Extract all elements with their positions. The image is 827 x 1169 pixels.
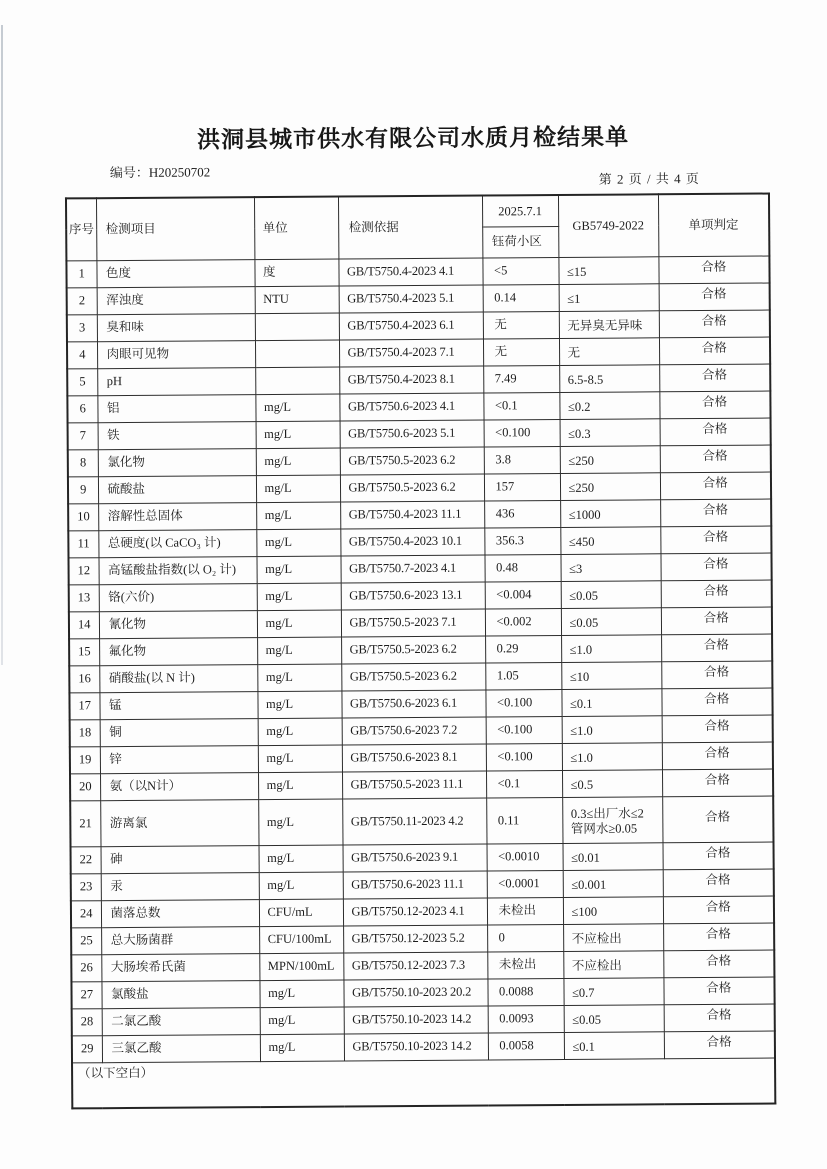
cell-no: 24 bbox=[71, 900, 101, 927]
cell-method: GB/T5750.4-2023 5.1 bbox=[339, 285, 483, 313]
cell-result: 436 bbox=[484, 500, 560, 528]
col-header-judgement: 单项判定 bbox=[658, 194, 769, 257]
cell-judgement: 合格 bbox=[659, 364, 770, 392]
cell-item: 肉眼可见物 bbox=[97, 340, 255, 368]
cell-result: 3.8 bbox=[484, 446, 560, 474]
col-header-item: 检测项目 bbox=[96, 197, 254, 260]
cell-unit: mg/L bbox=[259, 872, 343, 900]
cell-item: 氯化物 bbox=[98, 448, 256, 476]
cell-result: <0.0001 bbox=[487, 870, 563, 898]
cell-result: 1.05 bbox=[485, 662, 561, 690]
cell-item: 菌落总数 bbox=[101, 899, 259, 927]
cell-judgement: 合格 bbox=[663, 976, 774, 1004]
cell-item: 总硬度(以 CaCO₃ 计) bbox=[98, 529, 256, 557]
cell-method: GB/T5750.6-2023 5.1 bbox=[340, 420, 484, 448]
cell-result: 0.11 bbox=[486, 797, 562, 844]
cell-judgement: 合格 bbox=[659, 310, 770, 338]
cell-judgement: 合格 bbox=[662, 715, 773, 743]
cell-no: 12 bbox=[68, 557, 98, 584]
cell-judgement: 合格 bbox=[659, 391, 770, 419]
col-header-unit: 单位 bbox=[254, 197, 338, 260]
cell-method: GB/T5750.6-2023 6.1 bbox=[341, 690, 485, 718]
col-header-method: 检测依据 bbox=[338, 196, 482, 259]
cell-limit: ≤0.5 bbox=[562, 769, 662, 797]
cell-method: GB/T5750.5-2023 7.1 bbox=[341, 609, 485, 637]
cell-method: GB/T5750.11-2023 4.2 bbox=[342, 798, 486, 845]
cell-result: <0.004 bbox=[485, 581, 561, 609]
cell-limit: ≤0.2 bbox=[559, 391, 659, 419]
cell-unit: mg/L bbox=[258, 799, 342, 846]
cell-result: <0.1 bbox=[483, 392, 559, 420]
cell-no: 5 bbox=[67, 368, 97, 395]
cell-result: <0.100 bbox=[486, 716, 562, 744]
cell-no: 2 bbox=[67, 287, 97, 314]
cell-result: <0.100 bbox=[484, 419, 560, 447]
cell-unit: mg/L bbox=[255, 394, 339, 422]
cell-judgement: 合格 bbox=[662, 742, 773, 770]
cell-judgement: 合格 bbox=[659, 337, 770, 365]
cell-unit: mg/L bbox=[256, 448, 340, 476]
cell-limit: ≤10 bbox=[561, 661, 661, 689]
cell-method: GB/T5750.6-2023 9.1 bbox=[343, 844, 487, 872]
cell-unit: mg/L bbox=[259, 980, 343, 1008]
cell-limit: 0.3≤出厂水≤2 管网水≥0.05 bbox=[562, 796, 662, 843]
cell-limit: ≤1 bbox=[559, 283, 659, 311]
cell-method: GB/T5750.4-2023 8.1 bbox=[339, 366, 483, 394]
cell-item: 色度 bbox=[96, 259, 254, 287]
cell-limit: ≤0.3 bbox=[560, 418, 660, 446]
cell-unit: mg/L bbox=[259, 845, 343, 873]
cell-item: 铜 bbox=[100, 718, 258, 746]
cell-no: 16 bbox=[69, 665, 99, 692]
cell-judgement: 合格 bbox=[664, 1030, 775, 1058]
cell-method: GB/T5750.5-2023 11.1 bbox=[342, 771, 486, 799]
cell-method: GB/T5750.7-2023 4.1 bbox=[340, 555, 484, 583]
cell-item: 三氯乙酸 bbox=[102, 1034, 260, 1062]
cell-no: 6 bbox=[67, 395, 97, 422]
cell-item: 锰 bbox=[99, 691, 257, 719]
cell-no: 22 bbox=[71, 846, 101, 873]
cell-judgement: 合格 bbox=[663, 896, 774, 924]
cell-method: GB/T5750.10-2023 14.2 bbox=[344, 1033, 488, 1061]
cell-no: 4 bbox=[67, 341, 97, 368]
table-footer bbox=[72, 1057, 775, 1108]
cell-item: 溶解性总固体 bbox=[98, 502, 256, 530]
cell-judgement: 合格 bbox=[663, 869, 774, 897]
cell-no: 13 bbox=[69, 584, 99, 611]
cell-unit: 度 bbox=[254, 259, 338, 287]
cell-no: 27 bbox=[71, 981, 101, 1008]
table-row bbox=[70, 796, 773, 847]
cell-no: 19 bbox=[70, 746, 100, 773]
cell-limit: ≤0.05 bbox=[561, 580, 661, 608]
cell-limit: 不应检出 bbox=[563, 923, 663, 951]
cell-judgement: 合格 bbox=[658, 256, 769, 284]
cell-method: GB/T5750.6-2023 13.1 bbox=[341, 582, 485, 610]
cell-judgement: 合格 bbox=[661, 607, 772, 635]
cell-no: 17 bbox=[69, 692, 99, 719]
cell-limit: ≤1000 bbox=[560, 499, 660, 527]
cell-item: 氯酸盐 bbox=[101, 980, 259, 1008]
cell-no: 23 bbox=[71, 873, 101, 900]
cell-result: 0.14 bbox=[483, 284, 559, 312]
cell-unit: mg/L bbox=[257, 691, 341, 719]
page-title: 洪洞县城市供水有限公司水质月检结果单 bbox=[196, 124, 630, 153]
cell-unit: mg/L bbox=[256, 502, 340, 530]
cell-unit: CFU/100mL bbox=[259, 926, 343, 954]
cell-method: GB/T5750.4-2023 4.1 bbox=[338, 258, 482, 286]
cell-result: 未检出 bbox=[487, 951, 563, 979]
cell-limit: ≤250 bbox=[560, 445, 660, 473]
cell-unit: mg/L bbox=[257, 610, 341, 638]
cell-limit: ≤450 bbox=[560, 526, 660, 554]
cell-item: 游离氯 bbox=[100, 799, 258, 846]
cell-limit: ≤0.01 bbox=[562, 842, 662, 870]
cell-method: GB/T5750.10-2023 20.2 bbox=[343, 979, 487, 1007]
cell-item: 铁 bbox=[98, 421, 256, 449]
cell-no: 15 bbox=[69, 638, 99, 665]
cell-unit: mg/L bbox=[258, 745, 342, 773]
cell-unit: MPN/100mL bbox=[259, 953, 343, 981]
cell-no: 26 bbox=[71, 954, 101, 981]
cell-result: <0.0010 bbox=[486, 843, 562, 871]
cell-item: 锌 bbox=[100, 745, 258, 773]
cell-no: 1 bbox=[66, 260, 96, 287]
cell-method: GB/T5750.6-2023 7.2 bbox=[342, 717, 486, 745]
cell-no: 18 bbox=[70, 719, 100, 746]
cell-unit: mg/L bbox=[257, 637, 341, 665]
cell-no: 7 bbox=[68, 422, 98, 449]
cell-limit: ≤1.0 bbox=[561, 634, 661, 662]
cell-limit: 不应检出 bbox=[563, 950, 663, 978]
document-meta bbox=[0, 150, 827, 198]
col-header-standard: GB5749-2022 bbox=[558, 194, 658, 257]
cell-no: 9 bbox=[68, 476, 98, 503]
cell-method: GB/T5750.4-2023 6.1 bbox=[339, 312, 483, 340]
cell-item: 氟化物 bbox=[99, 637, 257, 665]
cell-method: GB/T5750.10-2023 14.2 bbox=[344, 1006, 488, 1034]
cell-method: GB/T5750.5-2023 6.2 bbox=[341, 663, 485, 691]
cell-method: GB/T5750.4-2023 10.1 bbox=[340, 528, 484, 556]
cell-method: GB/T5750.6-2023 8.1 bbox=[342, 744, 486, 772]
cell-limit: ≤3 bbox=[560, 553, 660, 581]
cell-judgement: 合格 bbox=[662, 842, 773, 870]
cell-method: GB/T5750.12-2023 4.1 bbox=[343, 898, 487, 926]
cell-result: 0.0088 bbox=[487, 978, 563, 1006]
col-header-sample-date: 2025.7.1 bbox=[482, 195, 558, 227]
cell-result: 7.49 bbox=[483, 365, 559, 393]
cell-result: <0.100 bbox=[486, 743, 562, 771]
cell-unit: mg/L bbox=[260, 1034, 344, 1062]
cell-judgement: 合格 bbox=[662, 769, 773, 797]
cell-method: GB/T5750.12-2023 5.2 bbox=[343, 925, 487, 953]
cell-limit: ≤0.05 bbox=[564, 1004, 664, 1032]
cell-limit: ≤1.0 bbox=[562, 715, 662, 743]
cell-result: <0.100 bbox=[485, 689, 561, 717]
cell-judgement: 合格 bbox=[663, 949, 774, 977]
cell-unit: mg/L bbox=[257, 664, 341, 692]
cell-judgement: 合格 bbox=[660, 472, 771, 500]
cell-result: 0.0093 bbox=[488, 1005, 564, 1033]
cell-item: 浑浊度 bbox=[97, 286, 255, 314]
cell-result: <0.1 bbox=[486, 770, 562, 798]
col-header-seq: 序号 bbox=[66, 198, 96, 260]
cell-judgement: 合格 bbox=[661, 688, 772, 716]
cell-unit bbox=[255, 367, 339, 395]
cell-no: 25 bbox=[71, 927, 101, 954]
results-table bbox=[65, 193, 776, 1110]
cell-no: 8 bbox=[68, 449, 98, 476]
cell-limit: ≤0.1 bbox=[564, 1031, 664, 1059]
cell-no: 14 bbox=[69, 611, 99, 638]
cell-no: 21 bbox=[70, 800, 100, 846]
cell-result: 0.48 bbox=[484, 554, 560, 582]
cell-judgement: 合格 bbox=[662, 796, 773, 843]
cell-limit: ≤250 bbox=[560, 472, 660, 500]
table-body bbox=[66, 256, 775, 1063]
cell-result: <5 bbox=[482, 257, 558, 285]
cell-item: 大肠埃希氏菌 bbox=[101, 953, 259, 981]
cell-result: 0.0058 bbox=[488, 1032, 564, 1060]
cell-judgement: 合格 bbox=[663, 923, 774, 951]
cell-method: GB/T5750.6-2023 11.1 bbox=[343, 871, 487, 899]
cell-method: GB/T5750.4-2023 11.1 bbox=[340, 501, 484, 529]
cell-no: 10 bbox=[68, 503, 98, 530]
page-indicator: 第 2 页 / 共 4 页 bbox=[598, 171, 700, 187]
doc-number: 编号：H20250702 bbox=[109, 164, 211, 181]
cell-judgement: 合格 bbox=[661, 661, 772, 689]
cell-judgement: 合格 bbox=[661, 634, 772, 662]
cell-unit: mg/L bbox=[256, 475, 340, 503]
cell-no: 3 bbox=[67, 314, 97, 341]
col-header-sample-site: 钰荷小区 bbox=[482, 226, 558, 258]
cell-judgement: 合格 bbox=[660, 553, 771, 581]
cell-method: GB/T5750.5-2023 6.2 bbox=[340, 474, 484, 502]
cell-unit: mg/L bbox=[256, 556, 340, 584]
cell-limit: 无 bbox=[559, 337, 659, 365]
cell-unit: mg/L bbox=[258, 772, 342, 800]
cell-item: 臭和味 bbox=[97, 313, 255, 341]
cell-limit: ≤0.7 bbox=[563, 977, 663, 1005]
cell-limit: ≤0.001 bbox=[563, 869, 663, 897]
cell-limit: ≤0.05 bbox=[561, 607, 661, 635]
cell-limit: 6.5-8.5 bbox=[559, 364, 659, 392]
cell-item: 高锰酸盐指数(以 O₂ 计) bbox=[98, 556, 256, 584]
cell-limit: ≤1.0 bbox=[562, 742, 662, 770]
cell-unit bbox=[255, 340, 339, 368]
cell-unit: mg/L bbox=[260, 1007, 344, 1035]
cell-limit: ≤0.1 bbox=[561, 688, 661, 716]
cell-no: 29 bbox=[72, 1035, 102, 1062]
cell-no: 20 bbox=[70, 773, 100, 800]
cell-item: 氨（以N计） bbox=[100, 772, 258, 800]
cell-no: 28 bbox=[72, 1008, 102, 1035]
cell-unit: mg/L bbox=[256, 529, 340, 557]
cell-item: 砷 bbox=[101, 845, 259, 873]
cell-judgement: 合格 bbox=[660, 445, 771, 473]
cell-limit: ≤100 bbox=[563, 896, 663, 924]
cell-result: 356.3 bbox=[484, 527, 560, 555]
cell-item: 二氯乙酸 bbox=[102, 1007, 260, 1035]
cell-item: 硫酸盐 bbox=[98, 475, 256, 503]
cell-judgement: 合格 bbox=[661, 580, 772, 608]
cell-unit: CFU/mL bbox=[259, 899, 343, 927]
cell-result: 0.29 bbox=[485, 635, 561, 663]
cell-result: 无 bbox=[483, 311, 559, 339]
cell-unit: mg/L bbox=[258, 718, 342, 746]
cell-unit: mg/L bbox=[256, 421, 340, 449]
cell-method: GB/T5750.4-2023 7.1 bbox=[339, 339, 483, 367]
cell-item: 硝酸盐(以 N 计) bbox=[99, 664, 257, 692]
cell-judgement: 合格 bbox=[660, 526, 771, 554]
cell-item: 铬(六价) bbox=[99, 583, 257, 611]
cell-judgement: 合格 bbox=[664, 1003, 775, 1031]
cell-method: GB/T5750.5-2023 6.2 bbox=[341, 636, 485, 664]
cell-item: 氰化物 bbox=[99, 610, 257, 638]
cell-limit: 无异臭无异味 bbox=[559, 310, 659, 338]
cell-unit: mg/L bbox=[257, 583, 341, 611]
cell-result: <0.002 bbox=[485, 608, 561, 636]
cell-no: 11 bbox=[68, 530, 98, 557]
cell-judgement: 合格 bbox=[659, 283, 770, 311]
table-header bbox=[66, 194, 769, 261]
cell-method: GB/T5750.12-2023 7.3 bbox=[343, 952, 487, 980]
cell-method: GB/T5750.5-2023 6.2 bbox=[340, 447, 484, 475]
cell-unit bbox=[255, 313, 339, 341]
cell-item: 总大肠菌群 bbox=[101, 926, 259, 954]
cell-item: 汞 bbox=[101, 872, 259, 900]
cell-result: 157 bbox=[484, 473, 560, 501]
cell-method: GB/T5750.6-2023 4.1 bbox=[339, 393, 483, 421]
cell-result: 0 bbox=[487, 924, 563, 952]
cell-item: pH bbox=[97, 367, 255, 395]
cell-item: 铝 bbox=[97, 394, 255, 422]
footer-note: （以下空白） bbox=[72, 1057, 775, 1108]
cell-judgement: 合格 bbox=[660, 418, 771, 446]
cell-unit: NTU bbox=[255, 286, 339, 314]
cell-result: 无 bbox=[483, 338, 559, 366]
cell-limit: ≤15 bbox=[558, 256, 658, 284]
cell-judgement: 合格 bbox=[660, 499, 771, 527]
cell-result: 未检出 bbox=[487, 897, 563, 925]
